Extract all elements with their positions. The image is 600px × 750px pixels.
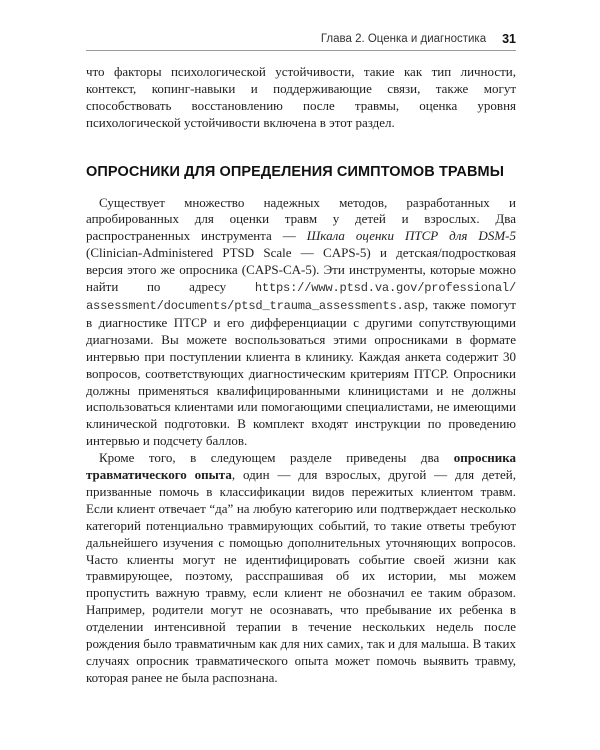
page-number: 31 xyxy=(502,32,516,46)
running-header xyxy=(86,28,516,51)
paragraph-questionnaires xyxy=(86,450,516,687)
text-run: (Clinician-Administered PTSD Scale — CAPS-5) и детская/подростковая версия этого же опросника (CAPS-CA-5). Эти инструменты, которые можно найти по адресу xyxy=(86,245,516,295)
url-link[interactable]: https://www.ptsd.va.gov/professional/assessment/documents/ptsd_trauma_assessments.asp xyxy=(86,281,516,313)
text-run: , также помогут в диагностике ПТСР и его дифференциации с другими сопутствующими диагнозами. Вы можете воспользоваться этими опросниками в формате интервью при поступлении клиента в клинику. Каждая анкета содержит 30 вопросов, соответствующих диагностическим критериям ПТСР. Опросники должны применяться квалифицированными клиницистами и не должны использоваться клиентами или помогающими специалистами, не имеющими клинической подготовки. В комплект входят инструкции по проведению интервью и подсчету баллов. xyxy=(86,296,516,449)
intro-paragraph: что факторы психологической устойчивости, такие как тип личности, контекст, копинг-навыки и поддерживающие связи, также могут способствовать восстановлению после травмы, оценка уровня психологической устойчивости включена в этот раздел. xyxy=(86,64,516,130)
section-heading: ОПРОСНИКИ ДЛЯ ОПРЕДЕЛЕНИЯ СИМПТОМОВ ТРАВМЫ xyxy=(86,163,505,180)
chapter-title: Глава 2. Оценка и диагностика xyxy=(320,33,487,45)
italic-scale-name: Шкала оценки ПТСР для DSM-5 xyxy=(306,228,516,244)
text-run: Существует множество надежных методов, разработанных и апробированных для оценки травм у детей и взрослых. Два распространенных инструмента — xyxy=(86,194,516,244)
page-body xyxy=(86,64,516,687)
paragraph-instruments xyxy=(86,195,516,451)
text-run: , один — для взрослых, другой — для детей, призванные помочь в классификации видов пережитых клиентом травм. Если клиент отвечает “да” на любую категорию или подтверждает несколько категорий потенциально травмирующих событий, то такие ответы требуют дальнейшего изучения с помощью дополнительных уточняющих вопросов. Часто клиенты могут не идентифицировать событие своей жизни как травмирующее, поэтому, расспрашивая об их истории, мы можем пропустить важную травму, если клиент не обозначил ее таким образом. Например, родители могут не осознавать, что пребывание их ребенка в отделении интенсивной терапии в течение нескольких недель после рождения было травматичным как для них самих, так и для малыша. В таких случаях опросник травматического опыта может помочь выявить травму, которая ранее не была распознана. xyxy=(86,467,516,685)
bold-term: опросника травматического опыта xyxy=(86,450,516,483)
text-run: Кроме того, в следующем разделе приведены два xyxy=(99,450,454,466)
